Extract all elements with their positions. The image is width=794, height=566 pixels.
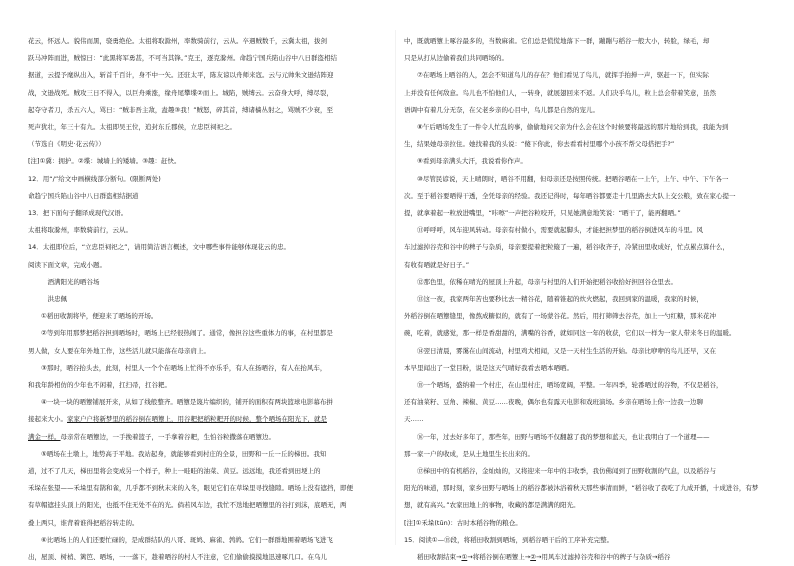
text-line: ⑪呼呼呼，风车迎风转动。母亲有村做小，需要就起脚头，才能把担梦里的稻谷倒进风车的斗里。风: [404, 226, 703, 235]
text-line: ①稻田收割将毕，便迎来了晒场的开场。: [28, 312, 158, 321]
text-line: 男人做，女人要在年外地工作，这些活儿就只能落在母亲肩上。: [28, 346, 210, 355]
text-part: →将稻谷倒在晒簟上→: [467, 553, 531, 562]
text-line: ⑥比晒场上的人们还要忙碌的，是成群结队的八哥、斑鸠、麻雀、鹁鸪。它们一群群地围着晒场飞进飞: [28, 535, 333, 544]
text-line: [注]①冀：拥护。②堞：城墙上的矮墙。③趣：赶快。: [28, 157, 181, 166]
text-line: ⑤晒场在土墩上，地势高于平地。我站起身，就能够看到村庄的全景，田野和一丘一丘的梯田。我知: [28, 449, 327, 458]
text-line: 阳光的味道，那时刻，家乡田野与晒场上的稻谷都被沐浴着秋天那些事清而鲜，“稻谷收了我吃了九成开播，十成进谷，有梦: [404, 484, 759, 493]
text-line: ⑮一个晒场，盛纳着一个村庄，在山里村庄，晒场宽阔，平整。一年四季，轮番晒过的谷物，不仅是稻谷，: [404, 381, 723, 390]
text-line: 中，既就晒簟上啄谷最多的，当数麻雀。它们总是慌慌地落下一群，蹦蹦与稻谷一般大小，转脸，绿毛，却: [404, 37, 710, 45]
text-line: 和我年龄相仿的少年也不闲着，扛扫帚，扛谷耙。: [28, 381, 171, 390]
text-line: 想，就有高兴。”农家田地上的事物，收藏的都是满满的阳光。: [404, 501, 580, 510]
text-line: ⑦在晒场上晒谷的人，怎会不知道鸟儿的存在？他们看见了鸟儿，就挥手拍掸一声，驱赶一下，但实际: [404, 71, 709, 80]
text-line: 据道，云提予麾纵出入，斩首千百计，身不中一矢。还驻太平，陈友谅以舟师来寇。云与元帅朱文逊结阵迎: [28, 71, 334, 80]
right-column: [404, 33, 770, 566]
text-line: ③那时，晒谷抬头去，此刻，村里人一个个在晒场上忙得不亦乐乎，有人在扬晒谷，有人在抬风车，: [28, 363, 327, 372]
text-line: 起夺守者刀，杀五六人，骂曰：“贼非吾主敌，盍趣③我！”贼怒，碎其首，缚诸樯丛射之，骂贼不少衰，至: [28, 105, 334, 114]
text-line: 命趋宁国兵陷山谷中八日群盗相结据道: [28, 191, 139, 200]
text-line: ⑭翌日清晨，雾霭在山间流动，村里鸡犬相闻，又是一天村生生活的开始。母亲比咿咿的鸟儿还早，又在: [404, 346, 716, 355]
column-divider: [395, 30, 396, 545]
text-line: 14．太祖即位后，“立忠臣祠祀之”，请用简洁语言概述，文中哪些事件能够体现花云的忠。: [28, 243, 291, 252]
text-line: 太祖将取滁州，率数骑前行，云从。: [28, 226, 132, 235]
text-line: ⑰梯田中的有机稻谷，金灿灿的，又将迎来一年中的丰收季，我仿佛闻到了田野收割的气息，以及稻谷与: [404, 467, 716, 476]
text-line: 有草帽遮挂头顶上的阳光，也抵不住无处不在的光。倘若风车边，我忙不迭地把晒簟里的谷打到沫，底晒无，两: [28, 501, 347, 510]
text-line: 只是从打从边偷着我们共同晒场的。: [404, 54, 508, 63]
text-line: 那一家一户的收成，是从土地里生长出来的。: [404, 449, 534, 458]
text-line: 12．用“/”给文中画横线部分断句。(限断两处): [28, 174, 161, 183]
text-line: ⑨看到母亲满头大汗，我说看你作声。: [404, 157, 527, 166]
text-line: ②等到年用那梦把稻谷担到晒场时，晒场上已经很热闹了。通常，像担谷这些重体力的事，在村里都是: [28, 329, 333, 338]
underlined-text: 满金一样。: [28, 432, 61, 441]
text-line: 本早里闻出了一堂目粉，说是这天气晴好我看去晒本晒晒。: [404, 363, 573, 372]
text-line: 天……: [404, 415, 424, 424]
text-line: 酒满阳光的晒谷场: [28, 277, 100, 286]
answer-blank: ①: [461, 553, 468, 562]
text-line: 生，结果她母亲拉住。她找着我的头说：“傻下你此，你去看看村里哪个小孩不帮父母搭把手?”: [404, 140, 675, 149]
text-line: ⑬这一夜，我家两年苦也要秒比去一精谷花，随着锥起的炊火燃起，我回到家的温暖，我家的时候，: [404, 295, 703, 304]
text-part: →用风车过滤掉谷壳和谷中的稗子与杂质→稻谷: [536, 553, 671, 562]
answer-blank: ②: [530, 553, 537, 562]
text-line: 语调中有着几分无奈，在父老乡亲的心目中，鸟儿都是自然的宠儿。: [404, 105, 599, 114]
text-line: ⑩尽管民谚说，天上晴朗时，晒谷不用翻，但母亲还是按照传统。把晒谷晒在一上午，上午、中午、下午各一: [404, 174, 729, 183]
text-line: [注]①禾垛(tūn)：古时本稻谷物的粮仓。: [404, 518, 522, 527]
text-line: 提，就拿着起一粒放进嘴里，“咔嚓”一声把谷粒咬开，只见她满意地笑说：“晒干了，能再翻晒。”: [404, 209, 681, 218]
text-line: 车过滤掉谷壳和谷中的稗子与杂质，母亲要提着把粒簸了一遍，稻谷收齐子，冷紧田里收成好，忙点累点算什么，: [404, 243, 729, 252]
text-line: 花云，怀远人。貌伟而黑，骁勇绝伦。太祖将取滁州，率数骑前行，云从。卒遇贼数千，云冀太祖，拔剑: [28, 37, 327, 45]
text-line: 禾垛在张望——禾垛里有鹊和雀，几乎都不到秋末来的入冬，眼见它们在草垛里寻找缝隙。晒场上没有遮挡，即便: [28, 484, 353, 493]
text-line: 接起来大小。家家户户将新梦里的稻谷倒在晒簟上，用谷耙把稻粒耙开的时候，整个晒场在阳光下，就是: [28, 415, 327, 424]
text-line: 死声犹壮，年三十有九。太祖即吴王位，追封东丘郡侯，立忠臣祠祀之。: [28, 123, 236, 132]
text-line: 碗，吃着，就感觉，那一样是香甜甜的，满嘴的谷香，就如同这一年的收获，它们以一样为一家人带来冬日的温暖。: [404, 329, 736, 338]
underlined-text: 家家户户将新梦里的稻谷倒在晒簟上，用谷耙把稻粒耙开的时候，整个晒场在阳光下，就是: [67, 415, 327, 424]
text-line: 外稻谷倒在晒簟缝里，像熬成糖似的，就有了一场蒙谷花。然后，用打筛筛去谷壳，加上一勺红糖，那米花冲: [404, 312, 716, 321]
text-line: 叠上两只，谁背着谁得把稻谷转走的。: [28, 518, 139, 527]
left-column: [28, 33, 386, 566]
text-line: 战，文逊战死。贼攻三日不得入，以巨舟乘涨，缘舟尾攀堞②而上。城陷，贼缚云。云奋身大呼，缚尽裂，: [28, 88, 333, 97]
text-line: 阅读下面文章，完成小题。: [28, 260, 106, 269]
text-line: 出，屋顶、树梢、篱笆、晒场，一一落下，趁着晒谷的村人不注意，它们偷偷摸摸地迅速啄几口。在乌儿: [28, 553, 327, 562]
text-line: ⑯一年，过去好多年了，那些年，田野与晒场不仅翻越了我的梦想和蓝天，也让我明白了一个道理——: [404, 432, 710, 441]
text-line: 跃马冲阵而进，贼惊曰：“此黑将军勇甚，不可当其锋。”克王，逐克滁州。命趋宁国兵陷山谷中八日群盗相结: [28, 54, 337, 63]
text-line: 13．把下面句子翻译成现代汉语。: [28, 209, 128, 218]
text-line: 满金一样。母亲常在晒簟边，一手挽着篮子，一手拿着谷耙，生怕谷粒撒落在晒簟边。: [28, 432, 275, 441]
text-line: 上并没有任何敌意。鸟儿也不怕他们人，一转身，就展翅回来不返。人们决乎鸟儿，粒上总会带着笑意，虽然: [404, 88, 716, 97]
text-line: 洪忠佩: [28, 295, 67, 304]
text-line: ⑫那色里，依稀在晴光的屋顶上升起，母亲与村里的人们开始把稻谷收拾好担回谷仓里去。: [404, 277, 677, 286]
text-line: 15．阅读①—⑮段，将稻田收割到晒场，到稻谷晒干后的工序补充完整。: [404, 535, 614, 544]
text-line: 还有油菜籽、豆角、辣椒、黄豆……夜晚，偶尔也有露天电影和戏班演场。乡亲在晒场上你一边我一边聊: [404, 398, 703, 407]
text-line: 稻田收割结束→①→将稻谷倒在晒簟上→②→用风车过滤掉谷壳和谷中的稗子与杂质→稻谷: [404, 553, 671, 562]
text-line: 有收有晒就是好日子。”: [404, 260, 470, 269]
text-line: （节选自《明史·花云传》）: [28, 140, 105, 149]
text-line: 道，过不了几天，梯田里将会变成另一个样子，种上一畦畦的油菜、黄豆。远远地，我还看到田埂上的: [28, 467, 321, 476]
text-line: 次。至于稻谷要晒得干透，全凭母亲的经验。我还记得时，每年晒谷都要走十几里路去大队上交公粮，致在家心提一: [404, 191, 736, 200]
text-line: ⑧午后晒场发生了一件令人忙乱的事，偷偷地问父亲为什么会在这个时候要将最远的那片地给到我，我能为到: [404, 123, 729, 132]
text-line: ④一块一块的晒簟铺展开来，从如了线般整齐。晒簟是篾片编织的，铺开的面积有两块篮球电影幕布拼: [28, 398, 333, 407]
